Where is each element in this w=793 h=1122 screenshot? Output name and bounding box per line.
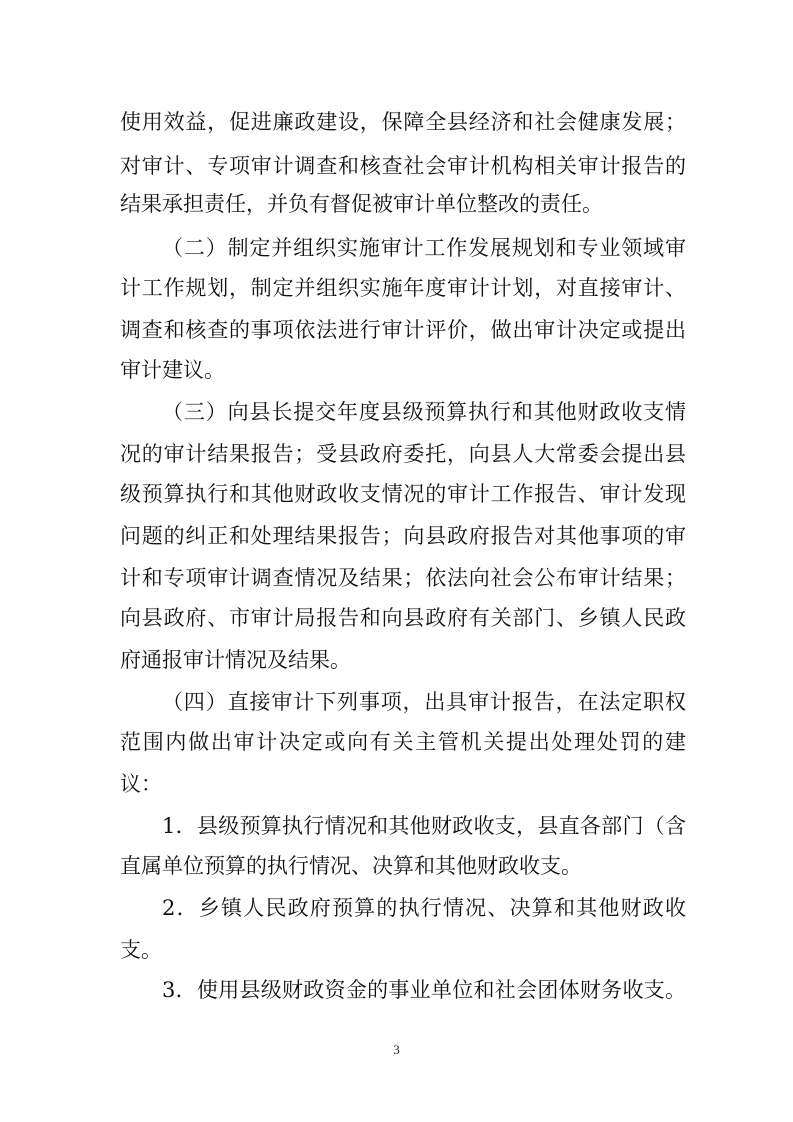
text-line bbox=[0, 440, 793, 468]
text-line bbox=[0, 688, 793, 716]
text-line bbox=[0, 976, 793, 1004]
text-line bbox=[0, 564, 793, 592]
line-text: 计和专项审计调查情况及结果；依法向社会公布审计结果； bbox=[120, 566, 686, 590]
line-text: 问题的纠正和处理结果报告；向县政府报告对其他事项的审 bbox=[120, 524, 686, 548]
line-text: 审计建议。 bbox=[120, 358, 225, 382]
text-line bbox=[0, 770, 793, 798]
text-line bbox=[0, 152, 793, 180]
text-line bbox=[0, 190, 793, 218]
line-text: 府通报审计情况及结果。 bbox=[120, 648, 351, 672]
line-text: 3．使用县级财政资金的事业单位和社会团体财务收支。 bbox=[162, 978, 686, 1002]
line-text: 2．乡镇人民政府预算的执行情况、决算和其他财政收 bbox=[162, 896, 686, 920]
text-line bbox=[0, 894, 793, 922]
text-line bbox=[0, 274, 793, 302]
text-line bbox=[0, 936, 793, 964]
text-line bbox=[0, 398, 793, 426]
line-text: （二）制定并组织实施审计工作发展规划和专业领域审 bbox=[162, 236, 686, 260]
line-text: 范围内做出审计决定或向有关主管机关提出处理处罚的建 bbox=[120, 730, 686, 754]
text-line bbox=[0, 646, 793, 674]
line-text: 使用效益，促进廉政建设，保障全县经济和社会健康发展； bbox=[120, 110, 686, 134]
line-text: 计工作规划，制定并组织实施年度审计计划，对直接审计、 bbox=[120, 276, 686, 300]
text-line bbox=[0, 108, 793, 136]
line-text: 支。 bbox=[120, 938, 162, 962]
line-text: 级预算执行和其他财政收支情况的审计工作报告、审计发现 bbox=[120, 482, 686, 506]
line-text: 向县政府、市审计局报告和向县政府有关部门、乡镇人民政 bbox=[120, 606, 686, 630]
text-line bbox=[0, 812, 793, 840]
text-line bbox=[0, 604, 793, 632]
line-text: 结果承担责任，并负有督促被审计单位整改的责任。 bbox=[120, 192, 603, 216]
line-text: 况的审计结果报告；受县政府委托，向县人大常委会提出县 bbox=[120, 442, 686, 466]
text-line bbox=[0, 480, 793, 508]
text-line bbox=[0, 728, 793, 756]
line-text: 议： bbox=[120, 772, 162, 796]
text-line bbox=[0, 522, 793, 550]
text-line bbox=[0, 356, 793, 384]
line-text: 对审计、专项审计调查和核查社会审计机构相关审计报告的 bbox=[120, 154, 686, 178]
line-text: 1．县级预算执行情况和其他财政收支，县直各部门（含 bbox=[162, 814, 686, 838]
line-text: 调查和核查的事项依法进行审计评价，做出审计决定或提出 bbox=[120, 318, 686, 342]
line-text: 直属单位预算的执行情况、决算和其他财政收支。 bbox=[120, 854, 582, 878]
page-number: 3 bbox=[393, 1042, 400, 1057]
line-text: （三）向县长提交年度县级预算执行和其他财政收支情 bbox=[162, 400, 686, 424]
line-text: （四）直接审计下列事项，出具审计报告，在法定职权 bbox=[162, 690, 686, 714]
text-line bbox=[0, 852, 793, 880]
text-line bbox=[0, 234, 793, 262]
text-line bbox=[0, 316, 793, 344]
